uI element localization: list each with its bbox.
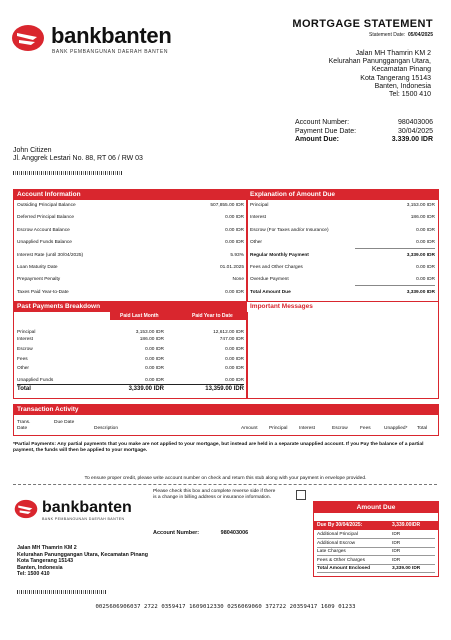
stub-address-line: Tel: 1500 410: [17, 571, 50, 577]
paid-last-month-value: 3,153.00 IDR: [135, 330, 164, 335]
past-payments-title: Past Payments Breakdown: [14, 302, 247, 312]
address-change-checkbox[interactable]: [296, 490, 306, 500]
past-payment-row: [17, 337, 244, 343]
past-payment-label: Interest: [17, 337, 33, 342]
transaction-column-header: Fees: [360, 426, 371, 431]
transaction-column-header: Description: [94, 426, 118, 431]
explanation-value: 0.00 IDR: [416, 277, 435, 283]
past-payment-label: Escrow: [17, 347, 33, 352]
stub-amount-value: 3,339.00 IDR: [392, 566, 421, 572]
paid-ytd-header: Paid Year to Date: [192, 313, 233, 319]
account-number-label: Account Number:: [295, 119, 350, 126]
past-payment-row: [17, 357, 244, 363]
explanation-label: Fees and Other Charges: [250, 265, 303, 270]
explanation-row: [250, 277, 435, 283]
bank-logo-tagline: BANK PEMBANGUNAN DAERAH BANTEN: [52, 49, 169, 55]
due-date: 30/04/2025: [397, 127, 433, 135]
explanation-row: [250, 290, 435, 296]
address-change-text-line: is a change in billing address or insurance information.: [153, 495, 271, 500]
transaction-column-header: Total: [417, 426, 428, 431]
account-info-value: 5.93%: [230, 252, 244, 258]
account-info-row: [17, 253, 244, 259]
explanation-value: 0.00 IDR: [416, 265, 435, 270]
transaction-column-header: Trans. Date: [17, 420, 31, 431]
due-by-label: Due By 30/04/2025:: [317, 522, 363, 528]
account-info-label: Loan Maturity Date: [17, 265, 58, 270]
paid-ytd-value: 0.00 IDR: [225, 366, 244, 371]
stub-amount-row: [317, 566, 435, 573]
transaction-activity-title: Transaction Activity: [14, 405, 438, 415]
account-info-value: 01.01.2025: [219, 265, 244, 270]
stub-amount-value: IDR: [392, 557, 401, 563]
account-info-row: [17, 277, 244, 283]
account-info-value: None: [232, 277, 244, 283]
stub-address: [17, 545, 148, 578]
paid-ytd-value: 13,359.00 IDR: [205, 386, 244, 392]
postal-barcode: [13, 171, 123, 175]
customer-name: John Citizen: [13, 147, 52, 154]
due-by-value: 3,339.00IDR: [392, 522, 421, 528]
past-payment-label: Other: [17, 366, 29, 371]
explanation-value: 3,339.00 IDR: [406, 289, 435, 295]
transaction-column-header: Interest: [299, 426, 315, 431]
important-messages-box: [246, 301, 439, 399]
explanation-value: 3,153.00 IDR: [406, 203, 435, 208]
paid-last-month-value: 0.00 IDR: [145, 366, 164, 371]
bank-logo: [11, 22, 191, 56]
account-info-row: [17, 215, 244, 221]
account-info-value: 0.00 IDR: [225, 215, 244, 221]
address-change-text-line: Please check this box and complete reverse side if there: [153, 489, 276, 494]
stub-amount-row: [317, 549, 435, 556]
paid-last-month-value: 0.00 IDR: [145, 378, 164, 383]
bank-address-line: Kota Tangerang 15143: [360, 74, 431, 82]
account-info-label: Deferred Principal Balance: [17, 215, 75, 221]
stub-amount-due-box: [313, 501, 439, 577]
stub-amount-value: IDR: [392, 532, 401, 537]
past-total-divider: [17, 384, 244, 385]
explanation-label: Overdue Payment: [250, 277, 289, 283]
explanation-row: [250, 265, 435, 271]
past-payment-row: [17, 330, 244, 336]
stub-amount-label: Fees & Other Charges: [317, 557, 365, 563]
explanation-label: Total Amount Due: [250, 289, 291, 295]
stub-instruction: To ensure proper credit, please write account number on check and return this stub along with your payment in envelope provided.: [84, 476, 367, 481]
stub-amount-row: [317, 541, 435, 548]
stub-amount-value: IDR: [392, 549, 401, 555]
account-info-value: 0.00 IDR: [225, 289, 244, 295]
bank-address-line: Kelurahan Panunggangan Utara,: [328, 58, 431, 66]
account-information-box: [13, 189, 248, 302]
stub-amount-row: [317, 532, 435, 539]
important-messages-title: Important Messages: [247, 302, 438, 312]
paid-last-month-value: 186.00 IDR: [139, 337, 164, 342]
stub-amount-value: IDR: [392, 540, 401, 546]
tear-line: [13, 484, 437, 485]
stub-account: [153, 530, 248, 536]
account-info-label: Escrow Account Balance: [17, 227, 70, 233]
transaction-column-header: Amount: [241, 426, 258, 431]
explanation-value: 0.00 IDR: [416, 227, 435, 233]
explanation-row: [250, 215, 435, 221]
account-info-row: [17, 228, 244, 234]
paid-last-month-header: Paid Last Month: [120, 313, 159, 319]
stub-logo-mark-icon: [14, 499, 38, 519]
paid-last-month-value: 0.00 IDR: [145, 357, 164, 362]
account-number: 980403006: [397, 119, 433, 126]
account-info-row: [17, 240, 244, 246]
past-payment-label: Fees: [17, 357, 28, 362]
transaction-activity-box: [13, 404, 439, 436]
stub-account-label: Account Number:: [153, 530, 200, 536]
statement-title: MORTGAGE STATEMENT: [292, 18, 433, 30]
stub-amount-label: Total Amount Enclosed: [317, 566, 371, 572]
stub-postal-barcode: [17, 590, 107, 594]
stub-logo-tagline: BANK PEMBANGUNAN DAERAH BANTEN: [42, 517, 125, 521]
explanation-divider: [355, 285, 435, 286]
account-info-label: Unapplied Funds Balance: [17, 240, 72, 246]
stub-amount-label: Late Charges: [317, 549, 346, 555]
explanation-label: Principal: [250, 203, 269, 208]
stub-bank-logo: [14, 498, 144, 524]
explanation-row: [250, 253, 435, 259]
explanation-row: [250, 203, 435, 209]
paid-last-month-value: 3,339.00 IDR: [128, 386, 164, 392]
bank-address-line: Banten, Indonesia: [374, 82, 431, 90]
statement-date-value: 05/04/2025: [407, 32, 433, 38]
paid-ytd-value: 0.00 IDR: [225, 357, 244, 362]
stub-logo-name: bankbanten: [42, 499, 132, 516]
statement-date: [369, 32, 433, 38]
explanation-label: Other: [250, 240, 262, 246]
transaction-column-header: Due Date: [54, 420, 75, 425]
bank-address-line: Kecamatan Pinang: [371, 66, 431, 74]
paid-ytd-value: 747.00 IDR: [219, 337, 244, 342]
bank-logo-name: bankbanten: [51, 23, 172, 48]
account-info-label: Taxes Paid Year-to-Date: [17, 289, 69, 295]
amount-due-label: Amount Due:: [295, 136, 339, 144]
account-info-row: [17, 203, 244, 209]
account-info-row: [17, 265, 244, 271]
past-payment-label: Unapplied Funds: [17, 378, 54, 383]
account-info-value: 0.00 IDR: [225, 240, 244, 246]
address-change-text: [153, 489, 275, 501]
explanation-title: Explanation of Amount Due: [247, 190, 438, 200]
explanation-label: Escrow (For Taxes and/or Insurance): [250, 227, 329, 233]
past-payments-box: [13, 301, 248, 399]
micr-line: 0025606906037 2722 0359417 1609012330 0256069060 372722 20359417 1609 01233: [95, 604, 356, 610]
stub-amount-label: Additional Escrow: [317, 540, 356, 546]
past-payment-label: Total: [17, 386, 31, 392]
bank-address-line: Tel: 1500 410: [388, 91, 431, 99]
explanation-row: [250, 240, 435, 246]
stub-amount-row: [317, 558, 435, 565]
stub-amount-label: Additional Principal: [317, 532, 358, 537]
stub-account-number: 980403006: [220, 530, 249, 536]
explanation-box: [246, 189, 439, 302]
stub-address-line: Jalan MH Thamrin KM 2: [17, 545, 77, 551]
explanation-value: 3,339.00 IDR: [406, 252, 435, 258]
paid-ytd-value: 12,612.00 IDR: [213, 330, 244, 335]
statement-date-label: Statement Date:: [369, 32, 406, 38]
explanation-divider: [355, 248, 435, 249]
stub-amount-due-title: Amount Due: [314, 502, 438, 513]
transaction-column-header: Unapplied*: [384, 426, 408, 431]
account-info-row: [17, 290, 244, 296]
transaction-column-header: Principal: [269, 426, 288, 431]
past-payment-row: [17, 347, 244, 353]
past-payment-row: [17, 366, 244, 372]
stub-address-line: Banten, Indonesia: [17, 564, 63, 571]
account-summary: [295, 119, 433, 145]
bank-address: [329, 50, 431, 99]
explanation-value: 0.00 IDR: [416, 240, 435, 246]
transaction-column-header: Escrow: [332, 426, 348, 431]
partial-payments-note: *Partial Payments: Any partial payments that you make are not applied to your mortgage, but instead are held in a separate unapplied account. If you Pay the balance of a partial payment, the funds will then be applied to your mortgage.: [13, 442, 424, 453]
explanation-label: Interest: [250, 215, 266, 221]
explanation-value: 186.00 IDR: [410, 215, 435, 221]
past-payment-label: Principal: [17, 330, 36, 335]
account-info-label: Prepayment Penalty: [17, 277, 61, 283]
past-payment-row: [17, 386, 244, 392]
explanation-label: Regular Monthly Payment: [250, 252, 309, 258]
stub-address-line: Kota Tangerang 15143: [17, 558, 74, 564]
account-info-label: Interest Rate (until 30/04/2025): [17, 252, 84, 258]
account-info-label: Outsiding Principal Balance: [17, 203, 76, 208]
account-information-title: Account Information: [14, 190, 247, 200]
paid-ytd-value: 0.00 IDR: [225, 347, 244, 352]
due-date-label: Payment Due Date:: [295, 127, 357, 135]
amount-due: 3.339.00 IDR: [391, 136, 433, 144]
explanation-row: [250, 228, 435, 234]
bank-address-line: Jalan MH Thamrin KM 2: [355, 50, 431, 57]
customer-address: Jl. Anggrek Lestari No. 88, RT 06 / RW 03: [13, 155, 143, 162]
account-info-value: 507,855.00 IDR: [210, 203, 244, 208]
bank-logo-mark-icon: [11, 24, 45, 52]
paid-last-month-value: 0.00 IDR: [145, 347, 164, 352]
account-info-value: 0.00 IDR: [225, 227, 244, 233]
paid-ytd-value: 0.00 IDR: [225, 378, 244, 383]
stub-address-line: Kelurahan Panunggangan Utara, Kecamatan Pinang: [17, 551, 148, 558]
